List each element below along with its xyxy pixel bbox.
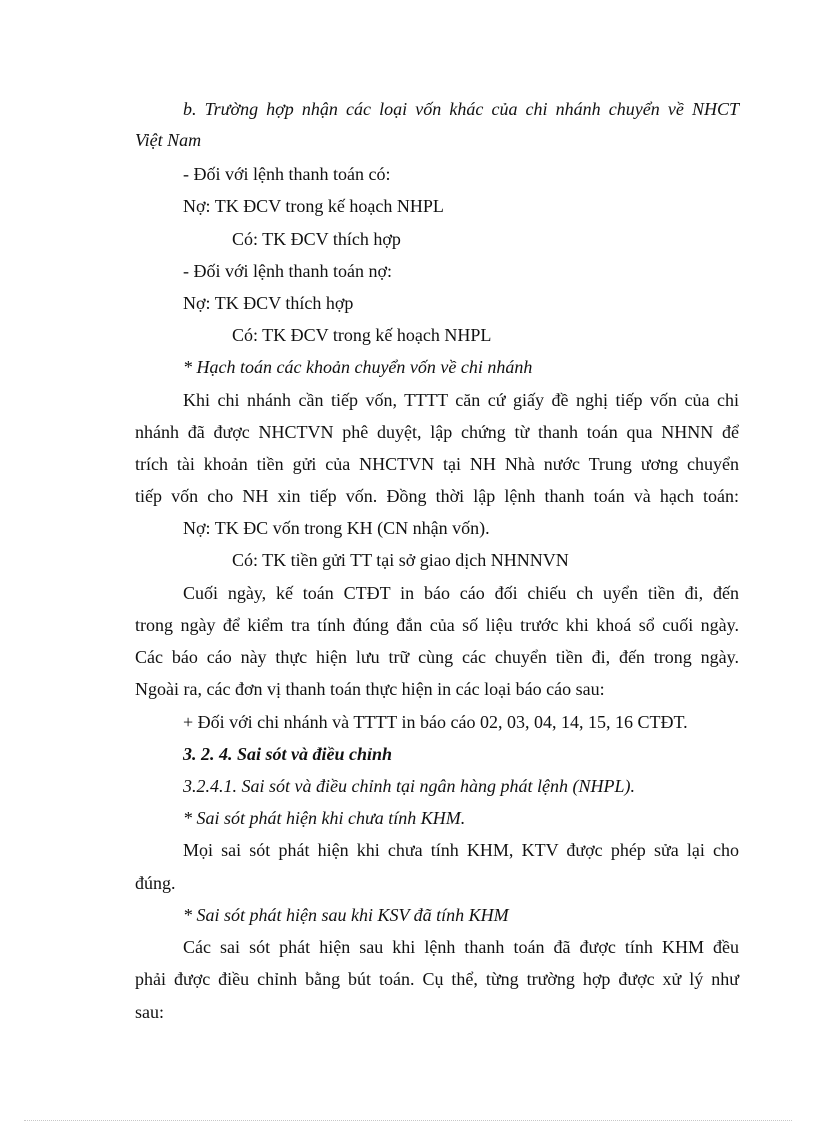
paragraph-line: phải được điều chỉnh bằng bút toán. Cụ thể, từng trường hợp được xử lý như bbox=[135, 969, 739, 989]
paragraph-line: Có: TK ĐCV trong kế hoạch NHPL bbox=[232, 325, 492, 345]
paragraph-line: đúng. bbox=[135, 873, 176, 893]
paragraph-line: Các sai sót phát hiện sau khi lệnh thanh toán đã được tính KHM đều bbox=[183, 937, 739, 957]
paragraph-line: - Đối với lệnh thanh toán nợ: bbox=[183, 261, 393, 281]
paragraph-line: Các báo cáo này thực hiện lưu trữ cùng các chuyển tiền đi, đến trong ngày. bbox=[135, 647, 739, 667]
subheading-italic: * Sai sót phát hiện sau khi KSV đã tính KHM bbox=[183, 905, 509, 925]
paragraph-line: Nợ: TK ĐC vốn trong KH (CN nhận vốn). bbox=[183, 518, 490, 538]
paragraph-line: Có: TK ĐCV thích hợp bbox=[232, 229, 401, 249]
paragraph-line: trong ngày để kiểm tra tính đúng đắn của số liệu trước khi khoá sổ cuối ngày. bbox=[135, 615, 739, 635]
paragraph-line: tiếp vốn cho NH xin tiếp vốn. Đồng thời lập lệnh thanh toán và hạch toán: bbox=[135, 486, 739, 506]
paragraph-line: Mọi sai sót phát hiện khi chưa tính KHM, KTV được phép sửa lại cho bbox=[183, 840, 739, 860]
paragraph-line: trích tài khoản tiền gửi của NHCTVN tại NH Nhà nước Trung ương chuyển bbox=[135, 454, 739, 474]
paragraph-line: Cuối ngày, kế toán CTĐT in báo cáo đối chiếu ch uyển tiền đi, đến bbox=[183, 583, 739, 603]
paragraph-line: - Đối với lệnh thanh toán có: bbox=[183, 164, 391, 184]
paragraph-line: Khi chi nhánh cần tiếp vốn, TTTT căn cứ giấy đề nghị tiếp vốn của chi bbox=[183, 390, 739, 410]
section-heading-3-2-4: 3. 2. 4. Sai sót và điều chỉnh bbox=[183, 744, 393, 764]
paragraph-line: + Đối với chi nhánh và TTTT in báo cáo 02, 03, 04, 14, 15, 16 CTĐT. bbox=[183, 712, 688, 732]
paragraph-line: Nợ: TK ĐCV trong kế hoạch NHPL bbox=[183, 196, 444, 216]
paragraph-line: Có: TK tiền gửi TT tại sở giao dịch NHNNVN bbox=[232, 550, 569, 570]
paragraph-line: nhánh đã được NHCTVN phê duyệt, lập chứng từ thanh toán qua NHNN để bbox=[135, 422, 739, 442]
subheading-italic: * Sai sót phát hiện khi chưa tính KHM. bbox=[183, 808, 466, 828]
paragraph-line: Ngoài ra, các đơn vị thanh toán thực hiện in các loại báo cáo sau: bbox=[135, 679, 605, 699]
paragraph-line: Nợ: TK ĐCV thích hợp bbox=[183, 293, 354, 313]
subsection-heading-3-2-4-1: 3.2.4.1. Sai sót và điều chỉnh tại ngân hàng phát lệnh (NHPL). bbox=[183, 776, 635, 796]
page-bottom-divider bbox=[24, 1120, 792, 1121]
section-heading-b: b. Trường hợp nhận các loại vốn khác của chi nhánh chuyển về NHCT bbox=[183, 99, 739, 119]
subheading-italic: * Hạch toán các khoản chuyển vốn về chi nhánh bbox=[183, 357, 533, 377]
section-heading-b-cont: Việt Nam bbox=[135, 130, 202, 150]
paragraph-line: sau: bbox=[135, 1002, 164, 1022]
